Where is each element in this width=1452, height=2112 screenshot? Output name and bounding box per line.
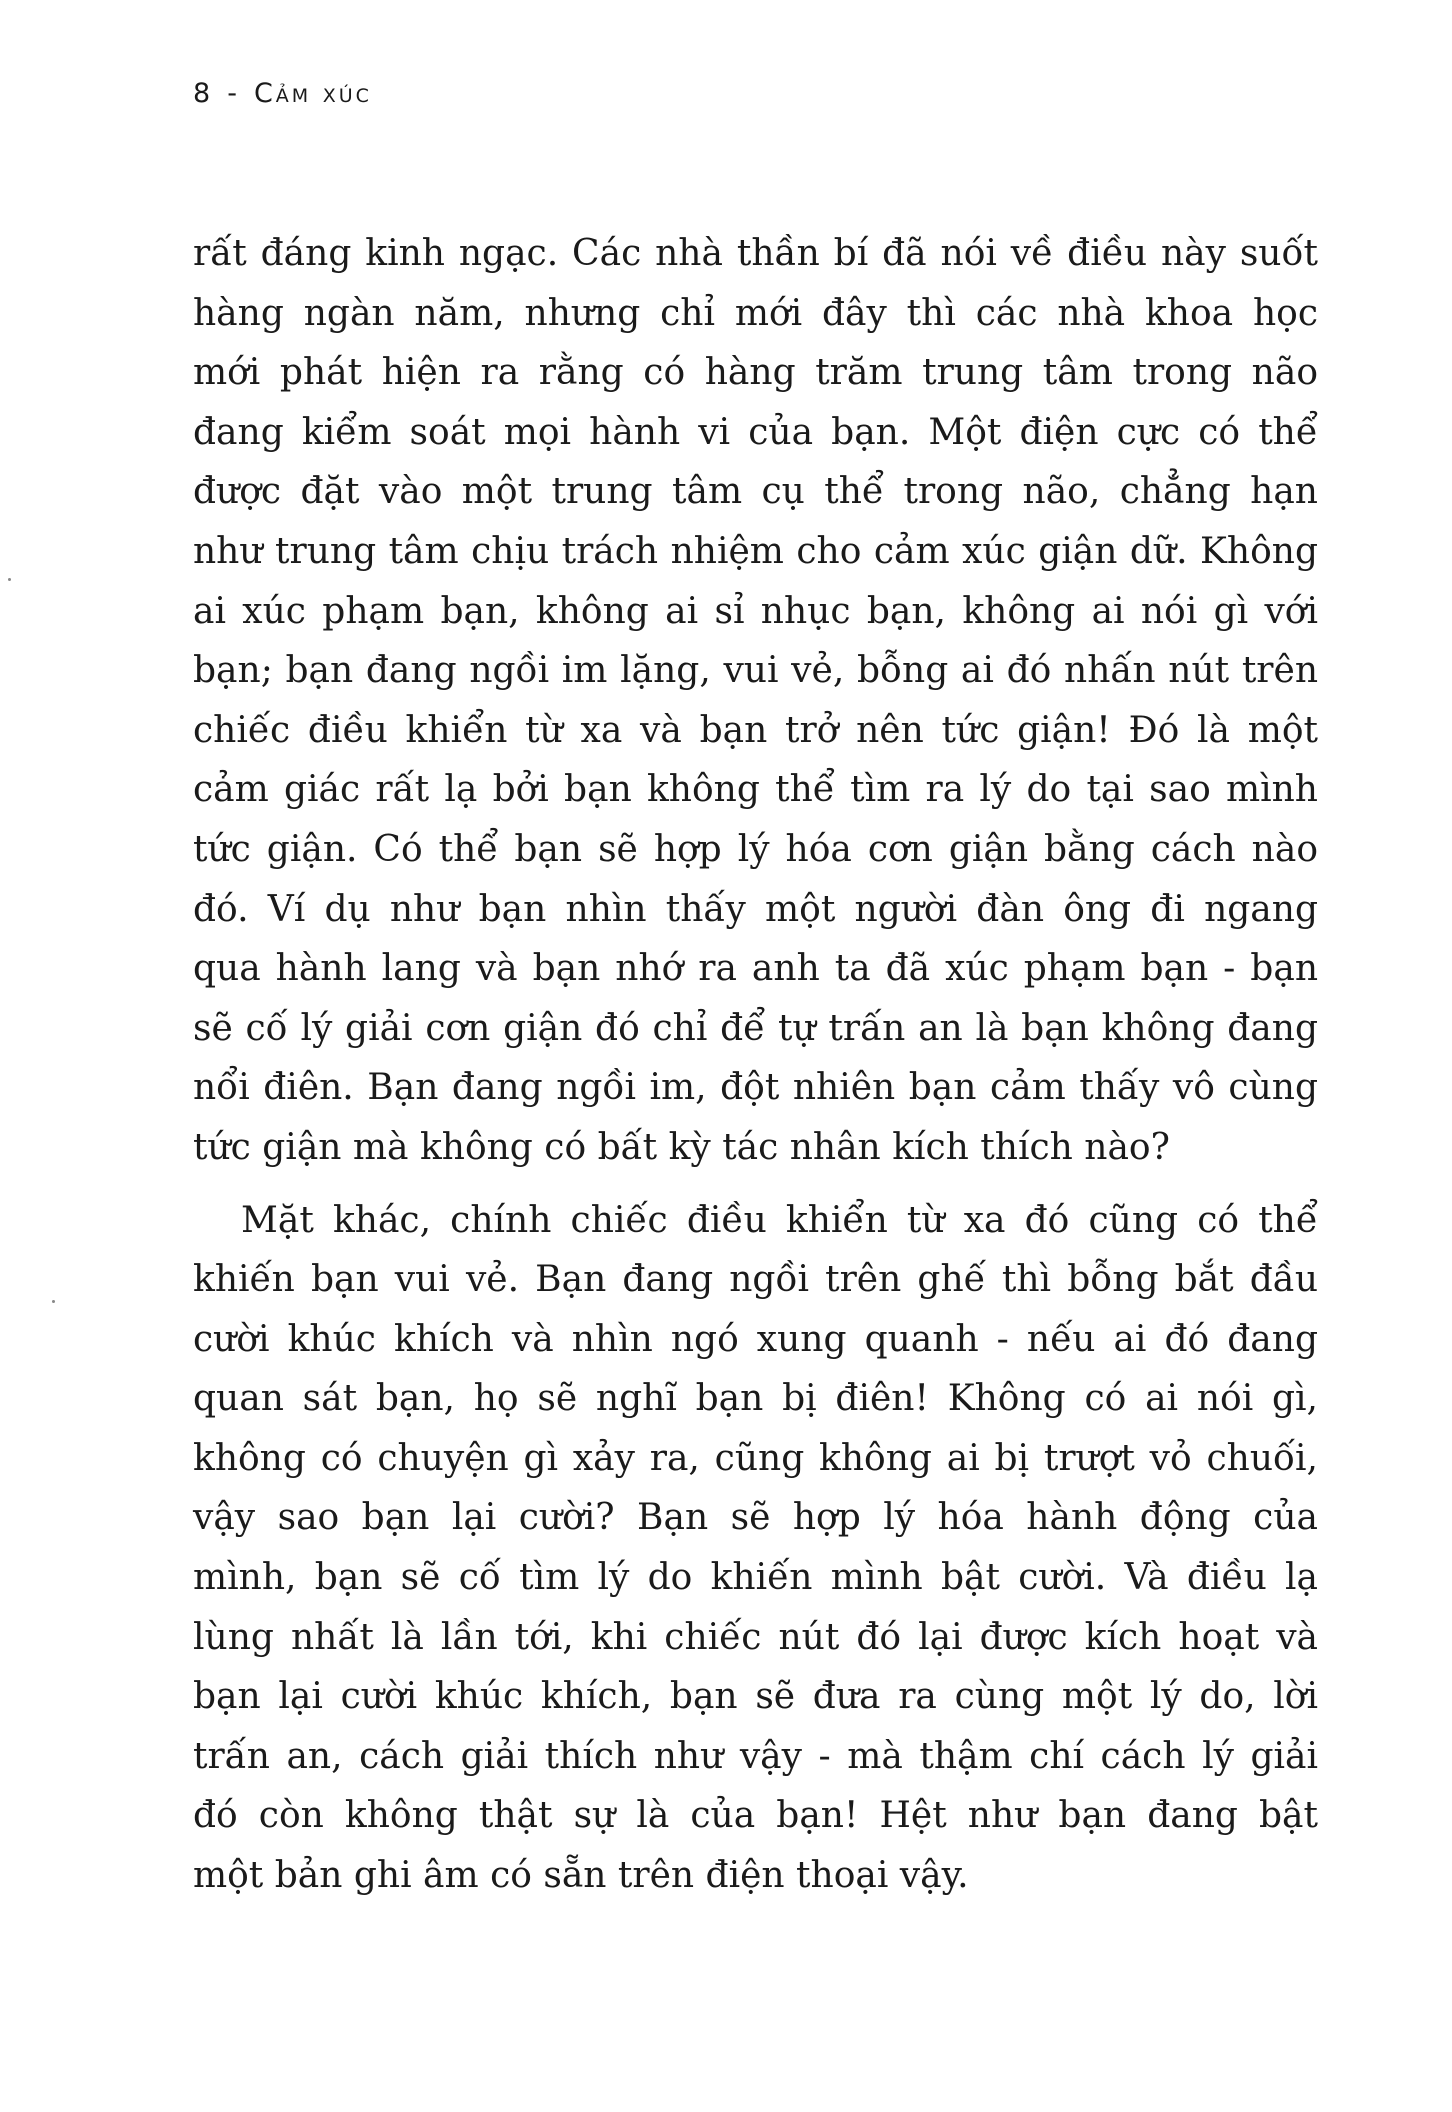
text-line: như trung tâm chịu trách nhiệm cho cảm xúc giận dữ. Không <box>193 530 1318 572</box>
running-head <box>193 78 372 109</box>
text-line: khiến bạn vui vẻ. Bạn đang ngồi trên ghế thì bỗng bắt đầu <box>193 1259 1318 1301</box>
text-line: tức giận. Có thể bạn sẽ hợp lý hóa cơn giận bằng cách nào <box>193 828 1318 870</box>
text-line: tức giận mà không có bất kỳ tác nhân kích thích nào? <box>193 1126 1170 1168</box>
text-line: không có chuyện gì xảy ra, cũng không ai bị trượt vỏ chuối, <box>193 1437 1318 1479</box>
text-line: mới phát hiện ra rằng có hàng trăm trung tâm trong não <box>193 352 1318 394</box>
chapter-title: Cảm xúc <box>253 78 372 109</box>
text-line: nổi điên. Bạn đang ngồi im, đột nhiên bạn cảm thấy vô cùng <box>193 1067 1318 1109</box>
text-line: được đặt vào một trung tâm cụ thể trong não, chẳng hạn <box>193 471 1318 513</box>
page-number: 8 <box>193 78 214 109</box>
text-line: mình, bạn sẽ cố tìm lý do khiến mình bật cười. Và điều lạ <box>193 1557 1318 1599</box>
text-line: qua hành lang và bạn nhớ ra anh ta đã xúc phạm bạn - bạn <box>193 948 1318 990</box>
text-line: đó. Ví dụ như bạn nhìn thấy một người đàn ông đi ngang <box>193 888 1318 930</box>
text-line: bạn lại cười khúc khích, bạn sẽ đưa ra cùng một lý do, lời <box>193 1676 1318 1718</box>
paragraph <box>193 1191 1318 1906</box>
text-line: sẽ cố lý giải cơn giận đó chỉ để tự trấn an là bạn không đang <box>193 1007 1318 1049</box>
text-line: cười khúc khích và nhìn ngó xung quanh - nếu ai đó đang <box>193 1318 1318 1360</box>
scan-speck <box>8 578 11 581</box>
text-line: Mặt khác, chính chiếc điều khiển từ xa đó cũng có thể <box>241 1199 1318 1241</box>
text-line: lùng nhất là lần tới, khi chiếc nút đó lại được kích hoạt và <box>193 1616 1318 1658</box>
paragraph <box>193 224 1318 1178</box>
text-line: quan sát bạn, họ sẽ nghĩ bạn bị điên! Không có ai nói gì, <box>193 1378 1318 1420</box>
body-text <box>193 224 1318 1906</box>
text-line: bạn; bạn đang ngồi im lặng, vui vẻ, bỗng ai đó nhấn nút trên <box>193 650 1318 692</box>
text-line: một bản ghi âm có sẵn trên điện thoại vậy. <box>193 1855 969 1897</box>
text-line: trấn an, cách giải thích như vậy - mà thậm chí cách lý giải <box>193 1735 1318 1777</box>
text-line: cảm giác rất lạ bởi bạn không thể tìm ra lý do tại sao mình <box>193 769 1318 811</box>
text-line: chiếc điều khiển từ xa và bạn trở nên tức giận! Đó là một <box>193 709 1318 751</box>
text-line: ai xúc phạm bạn, không ai sỉ nhục bạn, không ai nói gì với <box>193 590 1318 632</box>
text-line: đó còn không thật sự là của bạn! Hệt như bạn đang bật <box>193 1795 1318 1837</box>
text-line: rất đáng kinh ngạc. Các nhà thần bí đã nói về điều này suốt <box>193 233 1318 274</box>
text-line: đang kiểm soát mọi hành vi của bạn. Một điện cực có thể <box>193 411 1318 453</box>
text-line: hàng ngàn năm, nhưng chỉ mới đây thì các nhà khoa học <box>193 292 1318 334</box>
header-separator: - <box>227 78 240 109</box>
scan-speck <box>52 1300 55 1303</box>
text-line: vậy sao bạn lại cười? Bạn sẽ hợp lý hóa hành động của <box>193 1497 1318 1539</box>
